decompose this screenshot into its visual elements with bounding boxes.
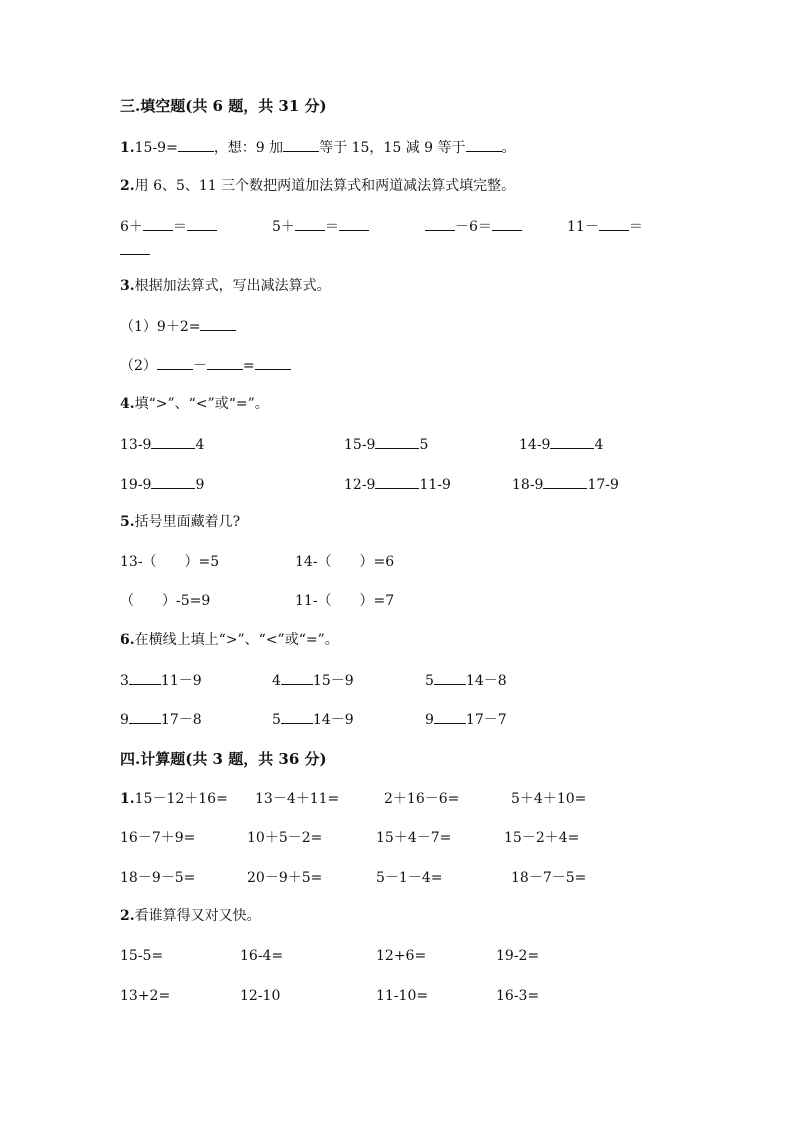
answer-blank[interactable] — [281, 670, 313, 685]
calc-item: 16－7＋9= — [120, 830, 196, 846]
equation-4-continued — [120, 240, 150, 261]
calc-item: 16-4= — [240, 948, 284, 964]
calc-item: 16-3= — [496, 988, 540, 1004]
answer-blank[interactable] — [434, 709, 466, 724]
answer-blank[interactable] — [120, 240, 150, 255]
calc-item: 5－1－4= — [376, 870, 443, 886]
eq-text: ＝ — [324, 219, 339, 235]
calc-item: 13+2= — [120, 988, 171, 1004]
expr: 9 — [120, 712, 129, 728]
compare-item — [512, 474, 619, 495]
expr: 17-9 — [587, 477, 619, 493]
eq-text: ＝ — [628, 219, 643, 235]
compare-item — [120, 474, 204, 495]
eq-text: （1）9＋2= — [120, 319, 201, 335]
answer-blank[interactable] — [157, 355, 193, 370]
eq-text: ＝ — [172, 219, 187, 235]
calc-item — [120, 789, 228, 809]
answer-blank[interactable] — [200, 316, 236, 331]
question-4 — [120, 394, 269, 414]
answer-blank[interactable] — [295, 216, 325, 231]
calc-item: 11-10= — [376, 988, 429, 1004]
eq-text: 6＋ — [120, 219, 143, 235]
question-4-2 — [120, 906, 261, 926]
calc-item: 15－2＋4= — [504, 830, 580, 846]
q-text: 等于 15，15 减 9 等于 — [319, 140, 466, 156]
expr: 14-9 — [519, 437, 551, 453]
q-number: 4. — [120, 396, 135, 412]
calc-item: 13－4＋11= — [255, 791, 340, 807]
equation-4 — [567, 216, 643, 237]
paren-item[interactable]: 11-（ ）=7 — [295, 593, 395, 609]
question-1 — [120, 137, 516, 158]
q-text: 15-9= — [134, 140, 178, 156]
eq-text: = — [242, 358, 255, 374]
calc-item: 12+6= — [376, 948, 427, 964]
expr: 5 — [419, 437, 429, 453]
paren-item[interactable]: 14-（ ）=6 — [295, 554, 395, 570]
expr: 12-9 — [344, 477, 376, 493]
compare-item — [120, 709, 202, 730]
expr: 14－8 — [465, 673, 507, 689]
answer-blank[interactable] — [129, 670, 161, 685]
section-4-title: 四.计算题(共 3 题，共 36 分) — [120, 750, 327, 768]
equation-3 — [425, 216, 522, 237]
answer-blank[interactable] — [543, 474, 587, 489]
expr: 15-9 — [344, 437, 376, 453]
q-number: 6. — [120, 632, 135, 648]
answer-blank[interactable] — [178, 137, 214, 152]
q-text: 填“>”、“<”或“=”。 — [134, 396, 269, 412]
calc-item: 18－7－5= — [511, 870, 587, 886]
expr: 5 — [425, 673, 434, 689]
compare-item — [272, 709, 354, 730]
answer-blank[interactable] — [129, 709, 161, 724]
q-number: 5. — [120, 514, 135, 530]
paren-item[interactable]: 13-（ ）=5 — [120, 554, 220, 570]
eq-text: 5＋ — [272, 219, 295, 235]
q-text: 用 6、5、11 三个数把两道加法算式和两道减法算式填完整。 — [134, 178, 516, 194]
calc-item: 2＋16－6= — [384, 791, 460, 807]
answer-blank[interactable] — [281, 709, 313, 724]
expr: 15－9 — [312, 673, 354, 689]
expr: 13-9 — [120, 437, 152, 453]
expr: 14－9 — [312, 712, 354, 728]
q-text: ，想：9 加 — [213, 140, 284, 156]
answer-blank[interactable] — [283, 137, 319, 152]
question-5 — [120, 512, 240, 532]
calc-item: 20－9＋5= — [247, 870, 323, 886]
compare-item — [120, 434, 204, 455]
expr: 5 — [272, 712, 281, 728]
calc-item: 19-2= — [496, 948, 540, 964]
answer-blank[interactable] — [255, 355, 291, 370]
compare-item — [344, 474, 451, 495]
expr: 4 — [272, 673, 281, 689]
calc-item: 10＋5－2= — [247, 830, 323, 846]
compare-item — [519, 434, 603, 455]
compare-item — [425, 709, 507, 730]
section-3-title: 三.填空题(共 6 题，共 31 分) — [120, 97, 327, 115]
eq-text: －6＝ — [455, 219, 492, 235]
q-text: 根据加法算式，写出减法算式。 — [134, 278, 331, 294]
answer-blank[interactable] — [375, 474, 419, 489]
eq-text: － — [192, 358, 207, 374]
answer-blank[interactable] — [151, 474, 195, 489]
expr: 17－7 — [465, 712, 507, 728]
answer-blank[interactable] — [599, 216, 629, 231]
q-number: 1. — [120, 140, 135, 156]
compare-item — [344, 434, 428, 455]
q-text: 括号里面藏着几? — [134, 514, 241, 530]
answer-blank[interactable] — [492, 216, 522, 231]
expr: 18-9 — [512, 477, 544, 493]
answer-blank[interactable] — [207, 355, 243, 370]
expr: 11-9 — [419, 477, 451, 493]
paren-item[interactable]: （ ）-5=9 — [120, 593, 211, 609]
answer-blank[interactable] — [187, 216, 217, 231]
expr: 9 — [195, 477, 205, 493]
q-text: 看谁算得又对又快。 — [134, 908, 261, 924]
compare-item — [120, 670, 202, 691]
expr: 3 — [120, 673, 129, 689]
equation-1 — [120, 216, 217, 237]
answer-blank[interactable] — [151, 434, 195, 449]
calc-item: 15-5= — [120, 948, 164, 964]
question-2 — [120, 176, 515, 196]
eq-text: 11－ — [567, 219, 599, 235]
expr: 19-9 — [120, 477, 152, 493]
equation-2 — [272, 216, 369, 237]
expr: 4 — [594, 437, 604, 453]
answer-blank[interactable] — [375, 434, 419, 449]
compare-item — [272, 670, 354, 691]
calc-item: 12-10 — [240, 988, 281, 1004]
answer-blank[interactable] — [143, 216, 173, 231]
answer-blank[interactable] — [434, 670, 466, 685]
q-number: 1. — [120, 791, 135, 807]
answer-blank[interactable] — [466, 137, 502, 152]
expr: 9 — [425, 712, 434, 728]
q-text: 。 — [501, 140, 516, 156]
calc-item: 15＋4－7= — [376, 830, 452, 846]
eq-text: （2） — [120, 358, 157, 374]
expr: 11－9 — [160, 673, 202, 689]
q3-row-2 — [120, 355, 291, 376]
question-6 — [120, 630, 339, 650]
expr: 17－8 — [160, 712, 202, 728]
q-number: 2. — [120, 178, 135, 194]
question-3 — [120, 276, 331, 296]
q-number: 2. — [120, 908, 135, 924]
q-text: 在横线上填上“>”、“<”或“=”。 — [134, 632, 339, 648]
q-number: 3. — [120, 278, 135, 294]
q3-row-1 — [120, 316, 236, 337]
compare-item — [425, 670, 507, 691]
answer-blank[interactable] — [339, 216, 369, 231]
answer-blank[interactable] — [425, 216, 455, 231]
expr: 4 — [195, 437, 205, 453]
calc-item: 5＋4＋10= — [511, 791, 587, 807]
calc-expr: 15－12＋16= — [134, 791, 228, 807]
calc-item: 18－9－5= — [120, 870, 196, 886]
answer-blank[interactable] — [550, 434, 594, 449]
